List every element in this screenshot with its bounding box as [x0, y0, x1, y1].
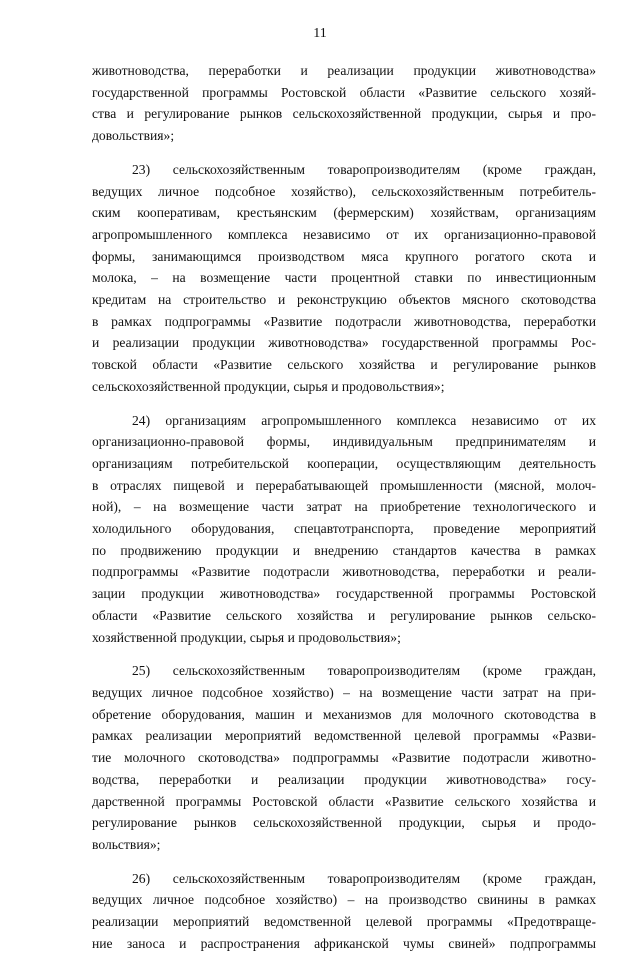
text-line: по продвижению продукции и внедрению стандартов качества в рамках: [92, 542, 596, 558]
text-line: 23) сельскохозяйственным товаропроизводителям (кроме граждан,: [132, 161, 596, 177]
text-line: зации продукции животноводства» государственной программы Ростовской: [92, 586, 596, 602]
text-line: ведущих личное подсобное хозяйство), сельскохозяйственным потребитель-: [92, 183, 596, 199]
text-line: ским кооперативам, крестьянским (фермерским) хозяйствам, организациям: [92, 205, 596, 221]
text-line: ведущих личное подсобное хозяйство) – на производство свинины в рамках: [92, 892, 596, 908]
text-line: водства, переработки и реализации продукции животноводства» госу-: [92, 771, 596, 787]
text-line: рамках реализации мероприятий ведомственной целевой программы «Разви-: [92, 728, 596, 744]
text-line: ства и регулирование рынков сельскохозяйственной продукции, сырья и про-: [92, 106, 596, 122]
text-line: агропромышленного комплекса независимо от их организационно-правовой: [92, 226, 596, 242]
paragraph-item-25: [92, 660, 596, 855]
text-line: в рамках подпрограммы «Развитие подотрасли животноводства, переработки: [92, 313, 596, 329]
document-body: [92, 60, 596, 954]
text-line: ной), – на возмещение части затрат на приобретение технологического и: [92, 499, 596, 515]
text-line: дарственной программы Ростовской области «Развитие сельского хозяйства и: [92, 793, 596, 809]
text-line: холодильного оборудования, спецавтотранспорта, проведение мероприятий: [92, 521, 596, 537]
text-line: довольствия»;: [92, 128, 175, 144]
paragraph-item-24: [92, 410, 596, 649]
text-line: 26) сельскохозяйственным товаропроизводителям (кроме граждан,: [132, 870, 596, 886]
text-line: обретение оборудования, машин и механизмов для молочного скотоводства в: [92, 706, 596, 722]
text-line: сельскохозяйственной продукции, сырья и продовольствия»;: [92, 378, 445, 394]
paragraph-continuation: [92, 60, 596, 147]
text-line: товской области «Развитие сельского хозяйства и регулирование рынков: [92, 357, 596, 373]
text-line: формы, занимающимся производством мяса крупного рогатого скота и: [92, 248, 596, 264]
text-line: области «Развитие сельского хозяйства и регулирование рынков сельско-: [92, 607, 596, 623]
text-line: кредитам на строительство и реконструкцию объектов мясного скотоводства: [92, 292, 596, 308]
text-line: организациям потребительской кооперации, осуществляющим деятельность: [92, 455, 596, 471]
text-line: подпрограммы «Развитие подотрасли животноводства, переработки и реали-: [92, 564, 596, 580]
text-line: молока, – на возмещение части процентной ставки по инвестиционным: [92, 270, 596, 286]
paragraph-item-23: [92, 159, 596, 398]
text-line: животноводства, переработки и реализации продукции животноводства»: [92, 63, 596, 78]
text-line: ведущих личное подсобное хозяйство) – на возмещение части затрат на при-: [92, 684, 596, 700]
text-line: и реализации продукции животноводства» государственной программы Рос-: [92, 335, 596, 351]
text-line: организационно-правовой формы, индивидуальным предпринимателям и: [92, 434, 596, 450]
text-line: тие молочного скотоводства» подпрограммы «Развитие подотрасли животно-: [92, 750, 596, 766]
paragraph-item-26: [92, 868, 596, 954]
text-line: ние заноса и распространения африканской чумы свиней» подпрограммы: [92, 935, 596, 951]
text-line: в отраслях пищевой и перерабатывающей промышленности (мясной, молоч-: [92, 477, 596, 493]
text-line: регулирование рынков сельскохозяйственной продукции, сырья и продо-: [92, 815, 596, 831]
text-line: 24) организациям агропромышленного комплекса независимо от их: [132, 412, 596, 428]
text-line: вольствия»;: [92, 836, 161, 852]
text-line: 25) сельскохозяйственным товаропроизводителям (кроме граждан,: [132, 663, 596, 679]
text-line: государственной программы Ростовской области «Развитие сельского хозяй-: [92, 84, 596, 100]
text-line: хозяйственной продукции, сырья и продовольствия»;: [92, 629, 401, 645]
page-number: 11: [313, 26, 327, 41]
text-line: реализации мероприятий ведомственной целевой программы «Предотвраще-: [92, 914, 596, 930]
